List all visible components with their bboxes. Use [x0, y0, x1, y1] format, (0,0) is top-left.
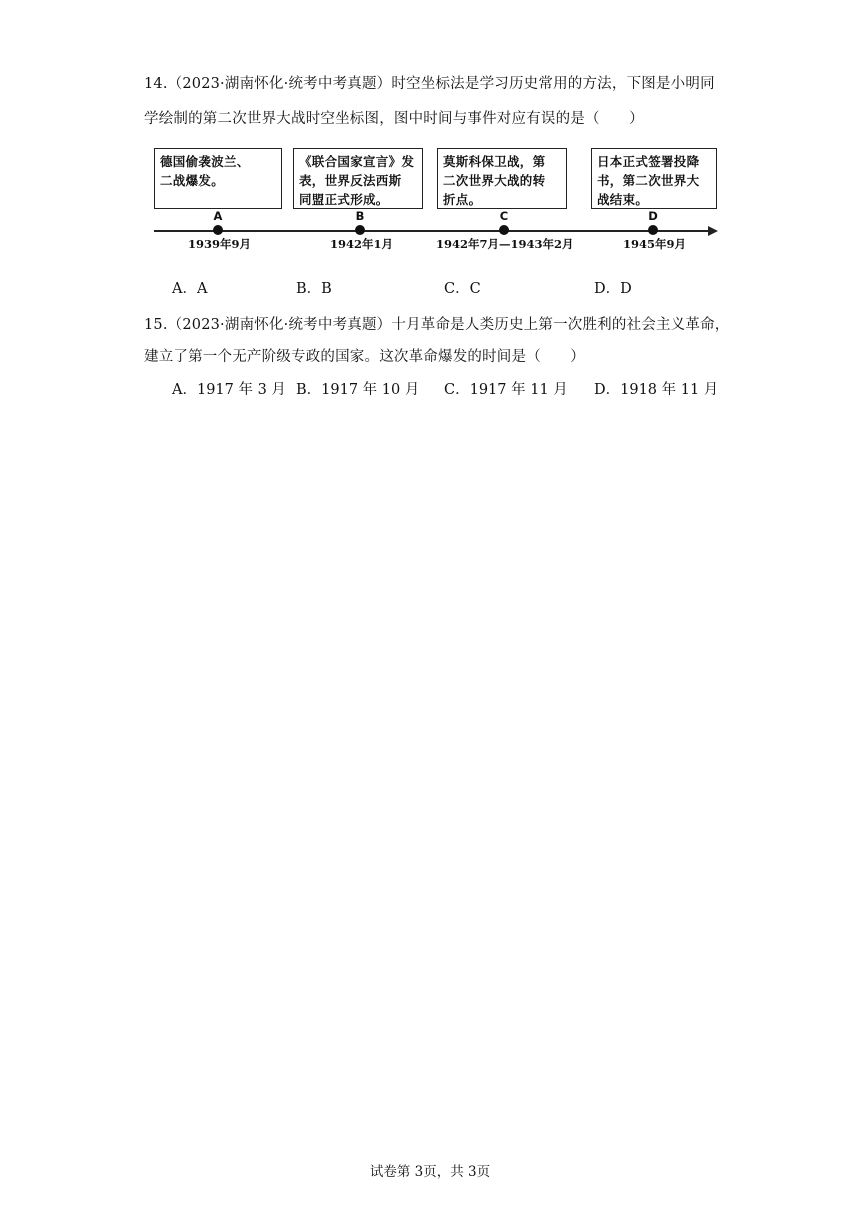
q14-option-a[interactable]: A．A: [172, 281, 208, 297]
axis-arrow-icon: [708, 226, 718, 236]
event-c-line1: 莫斯科保卫战，第: [443, 154, 546, 169]
date-label-a: 1939年9月: [188, 237, 252, 251]
point-label-a: A: [213, 209, 223, 223]
event-d-line3: 战结束。: [597, 192, 649, 207]
date-label-b: 1942年1月: [330, 237, 394, 251]
point-label-c: C: [499, 209, 509, 223]
event-a-line2: 二战爆发。: [160, 173, 225, 188]
date-label-d: 1945年9月: [623, 237, 687, 251]
date-label-c: 1942年7月—1943年2月: [436, 237, 574, 251]
event-box-b: [293, 148, 423, 209]
q15-option-c[interactable]: C．1917 年 11 月: [444, 382, 568, 398]
point-dot-a: [213, 225, 223, 235]
event-box-d: [591, 148, 717, 209]
q15-option-a[interactable]: A．1917 年 3 月: [172, 382, 286, 398]
event-a-line1: 德国偷袭波兰、: [160, 154, 250, 169]
event-d-line1: 日本正式签署投降: [597, 154, 700, 169]
point-dot-c: [499, 225, 509, 235]
q15-stem-line2: 建立了第一个无产阶级专政的国家。这次革命爆发的时间是（ ）: [144, 349, 585, 365]
event-b-line1: 《联合国家宣言》发: [299, 154, 415, 169]
event-box-a: [154, 148, 282, 209]
point-label-b: B: [355, 209, 365, 223]
q14-option-b[interactable]: B．B: [296, 281, 332, 297]
event-b-line3: 同盟正式形成。: [299, 192, 389, 207]
q14-stem-line2: 学绘制的第二次世界大战时空坐标图，图中时间与事件对应有误的是（ ）: [144, 111, 644, 127]
point-dot-d: [648, 225, 658, 235]
timeline-diagram: [150, 143, 725, 258]
event-c-line2: 二次世界大战的转: [443, 173, 546, 188]
timeline-axis: [154, 230, 712, 232]
page-footer: 试卷第 3页，共 3页: [369, 1164, 491, 1180]
q14-option-c[interactable]: C．C: [444, 281, 481, 297]
point-label-d: D: [648, 209, 658, 223]
q15-option-b[interactable]: B．1917 年 10 月: [296, 382, 420, 398]
q14-option-d[interactable]: D．D: [594, 281, 632, 297]
event-box-c: [437, 148, 567, 209]
point-dot-b: [355, 225, 365, 235]
q15-option-d[interactable]: D．1918 年 11 月: [594, 382, 719, 398]
q14-stem-line1: 14.（2023·湖南怀化·统考中考真题）时空坐标法是学习历史常用的方法，下图是小明同: [144, 76, 715, 92]
event-b-line2: 表，世界反法西斯: [299, 173, 402, 188]
event-c-line3: 折点。: [443, 192, 482, 207]
q15-stem-line1: 15.（2023·湖南怀化·统考中考真题）十月革命是人类历史上第一次胜利的社会主义革命，: [144, 317, 730, 333]
event-d-line2: 书，第二次世界大: [597, 173, 700, 188]
